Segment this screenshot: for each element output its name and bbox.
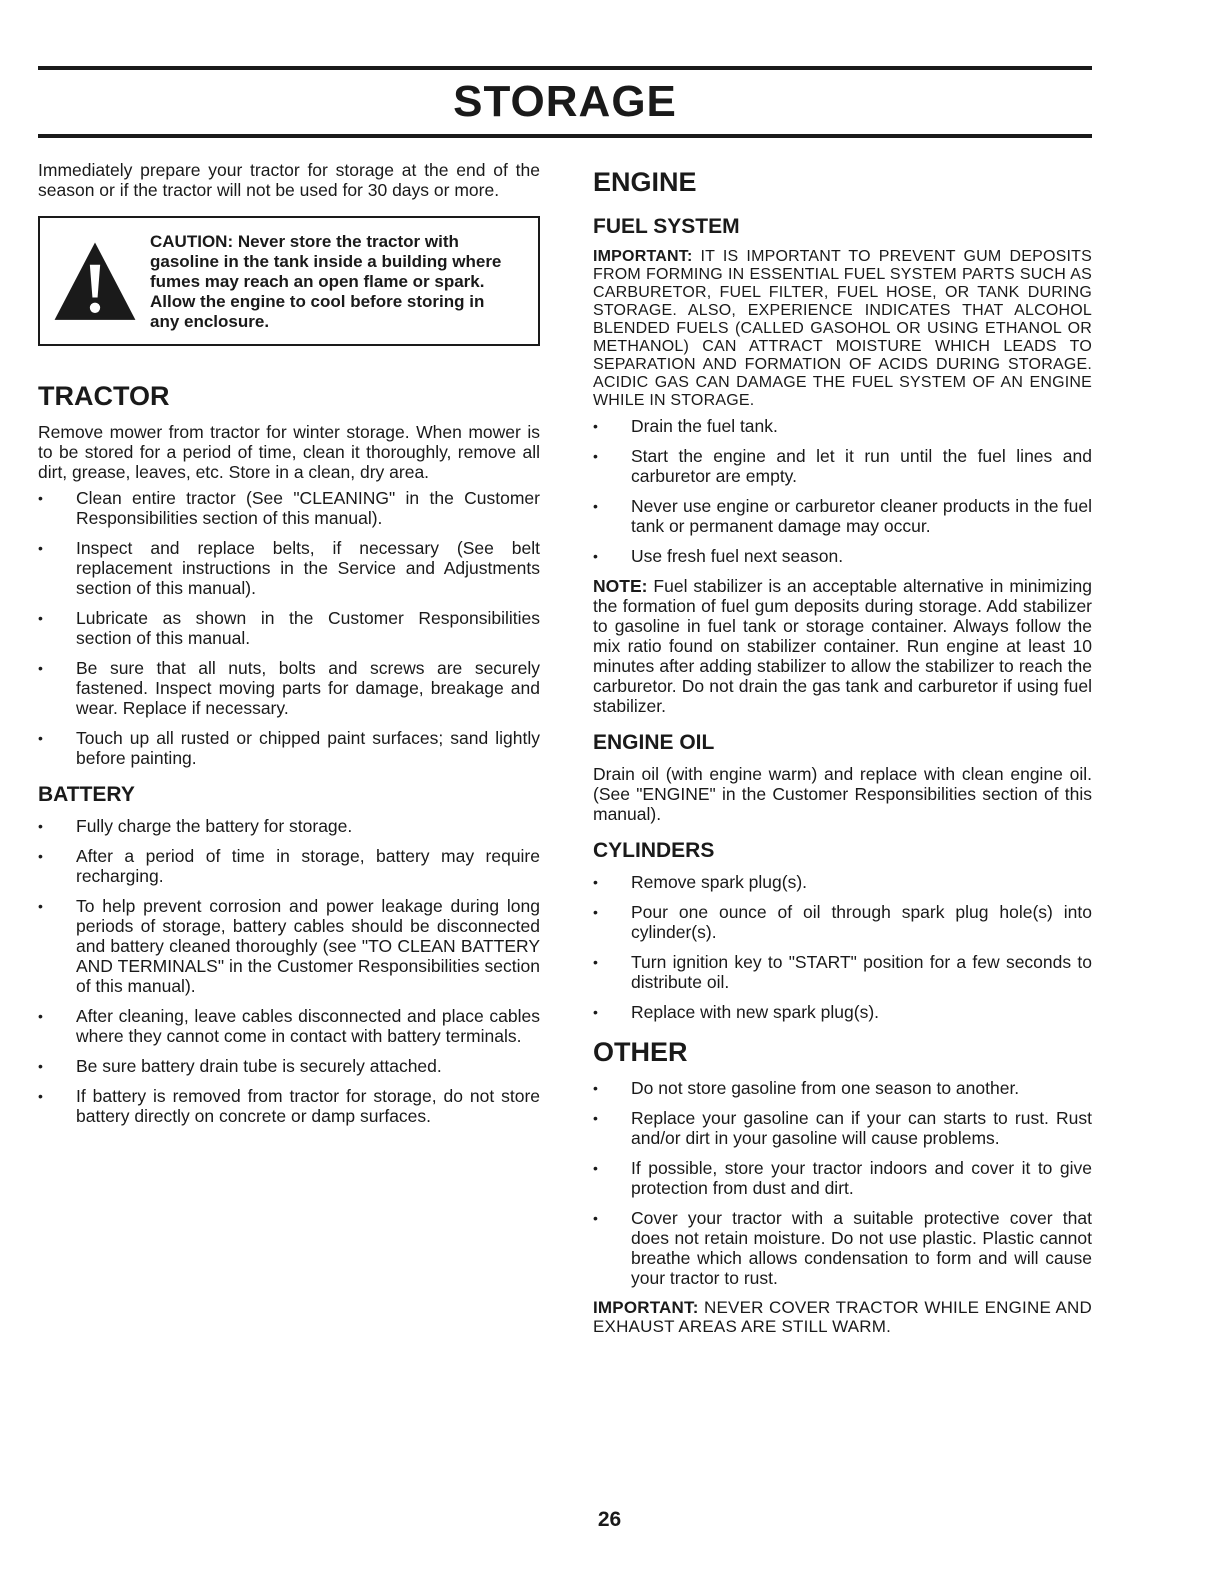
caution-box [38, 216, 540, 346]
list-item: • If possible, store your tractor indoors and cover it to give protection from dust and dirt. [593, 1158, 1092, 1198]
other-heading: OTHER [593, 1037, 688, 1067]
list-item: • Start the engine and let it run until the fuel lines and carburetor are empty. [593, 446, 1092, 486]
caution-text: CAUTION: Never store the tractor with gasoline in the tank inside a building where fumes may reach an open flame or spark. Allow the engine to cool before storing in any enclosure. [150, 232, 502, 331]
important-label: IMPORTANT: [593, 248, 693, 265]
list-item: • Do not store gasoline from one season to another. [593, 1078, 1092, 1098]
list-item: • After cleaning, leave cables disconnected and place cables where they cannot come in contact with battery terminals. [38, 1006, 540, 1046]
fuel-list [593, 416, 1092, 566]
important-text: NEVER COVER TRACTOR WHILE ENGINE AND EXHAUST AREAS ARE STILL WARM. [593, 1298, 1092, 1336]
fuel-system-heading: FUEL SYSTEM [593, 215, 740, 238]
list-item: • Touch up all rusted or chipped paint surfaces; sand lightly before painting. [38, 728, 540, 768]
right-column [593, 160, 1092, 1336]
fuel-important-paragraph [593, 248, 1092, 410]
list-item: • After a period of time in storage, battery may require recharging. [38, 846, 540, 886]
intro-paragraph: Immediately prepare your tractor for storage at the end of the season or if the tractor will not be used for 30 days or more. [38, 160, 540, 200]
list-item: • Replace your gasoline can if your can starts to rust. Rust and/or dirt in your gasoline will cause problems. [593, 1108, 1092, 1148]
engine-heading: ENGINE [593, 167, 697, 197]
battery-list [38, 816, 540, 1126]
list-item: • Use fresh fuel next season. [593, 546, 1092, 566]
list-item: • Remove spark plug(s). [593, 872, 1092, 892]
list-item: • Replace with new spark plug(s). [593, 1002, 1092, 1022]
cylinders-list [593, 872, 1092, 1022]
note-label: NOTE: [593, 576, 648, 596]
list-item: • If battery is removed from tractor for storage, do not store battery directly on concrete or damp surfaces. [38, 1086, 540, 1126]
list-item: • To help prevent corrosion and power leakage during long periods of storage, battery cables should be disconnected and battery cleaned thoroughly (see "TO CLEAN BATTERY AND TERMINALS" in the Customer Responsibilities section of this manual). [38, 896, 540, 996]
important-text: IT IS IMPORTANT TO PREVENT GUM DEPOSITS FROM FORMING IN ESSENTIAL FUEL SYSTEM PARTS SUCH AS CARBURETOR, FUEL FILTER, FUEL HOSE, OR TANK DURING STORAGE. ALSO, EXPERIENCE INDICATES THAT ALCOHOL BLENDED FUELS (CALLED GASOHOL OR USING ETHANOL OR METHANOL) CAN ATTRACT MOISTURE WHICH LEADS TO SEPARATION AND FORMATION OF ACIDS DURING STORAGE. ACIDIC GAS CAN DAMAGE THE FUEL SYSTEM OF AN ENGINE WHILE IN STORAGE. [593, 248, 1092, 409]
list-item: • Turn ignition key to "START" position for a few seconds to distribute oil. [593, 952, 1092, 992]
page-title: STORAGE [453, 77, 677, 126]
other-list [593, 1078, 1092, 1288]
list-item: • Lubricate as shown in the Customer Responsibilities section of this manual. [38, 608, 540, 648]
important-label: IMPORTANT: [593, 1298, 699, 1317]
engine-oil-paragraph: Drain oil (with engine warm) and replace with clean engine oil. (See "ENGINE" in the Customer Responsibilities section of this manual). [593, 764, 1092, 824]
tractor-list [38, 488, 540, 768]
tractor-paragraph: Remove mower from tractor for winter storage. When mower is to be stored for a period of time, clean it thoroughly, remove all dirt, grease, leaves, etc. Store in a clean, dry area. [38, 422, 540, 482]
list-item: • Clean entire tractor (See "CLEANING" in the Customer Responsibilities section of this manual). [38, 488, 540, 528]
list-item: • Be sure that all nuts, bolts and screws are securely fastened. Inspect moving parts for damage, breakage and wear. Replace if necessary. [38, 658, 540, 718]
note-paragraph [593, 576, 1092, 716]
top-rule [38, 66, 1092, 70]
list-item: • Be sure battery drain tube is securely attached. [38, 1056, 540, 1076]
left-column [38, 160, 540, 1136]
warning-icon [52, 239, 138, 325]
list-item: • Pour one ounce of oil through spark plug hole(s) into cylinder(s). [593, 902, 1092, 942]
battery-heading: BATTERY [38, 783, 135, 806]
other-important-paragraph [593, 1298, 1092, 1336]
list-item: • Cover your tractor with a suitable protective cover that does not retain moisture. Do not use plastic. Plastic cannot breathe which allows condensation to form and will cause your tractor to rust. [593, 1208, 1092, 1288]
title-underline [38, 134, 1092, 138]
cylinders-heading: CYLINDERS [593, 839, 715, 862]
list-item: • Inspect and replace belts, if necessary (See belt replacement instructions in the Service and Adjustments section of this manual). [38, 538, 540, 598]
list-item: • Drain the fuel tank. [593, 416, 1092, 436]
list-item: • Never use engine or carburetor cleaner products in the fuel tank or permanent damage may occur. [593, 496, 1092, 536]
tractor-heading: TRACTOR [38, 381, 170, 411]
engine-oil-heading: ENGINE OIL [593, 731, 715, 754]
list-item: • Fully charge the battery for storage. [38, 816, 540, 836]
note-text: Fuel stabilizer is an acceptable alternative in minimizing the formation of fuel gum deposits during storage. Add stabilizer to gasoline in fuel tank or storage container. Always follow the mix ratio found on stabilizer container. Run engine at least 10 minutes after adding stabilizer to allow the stabilizer to reach the carburetor. Do not drain the gas tank and carburetor if using fuel stabilizer. [593, 576, 1092, 716]
page-number: 26 [597, 1508, 622, 1531]
